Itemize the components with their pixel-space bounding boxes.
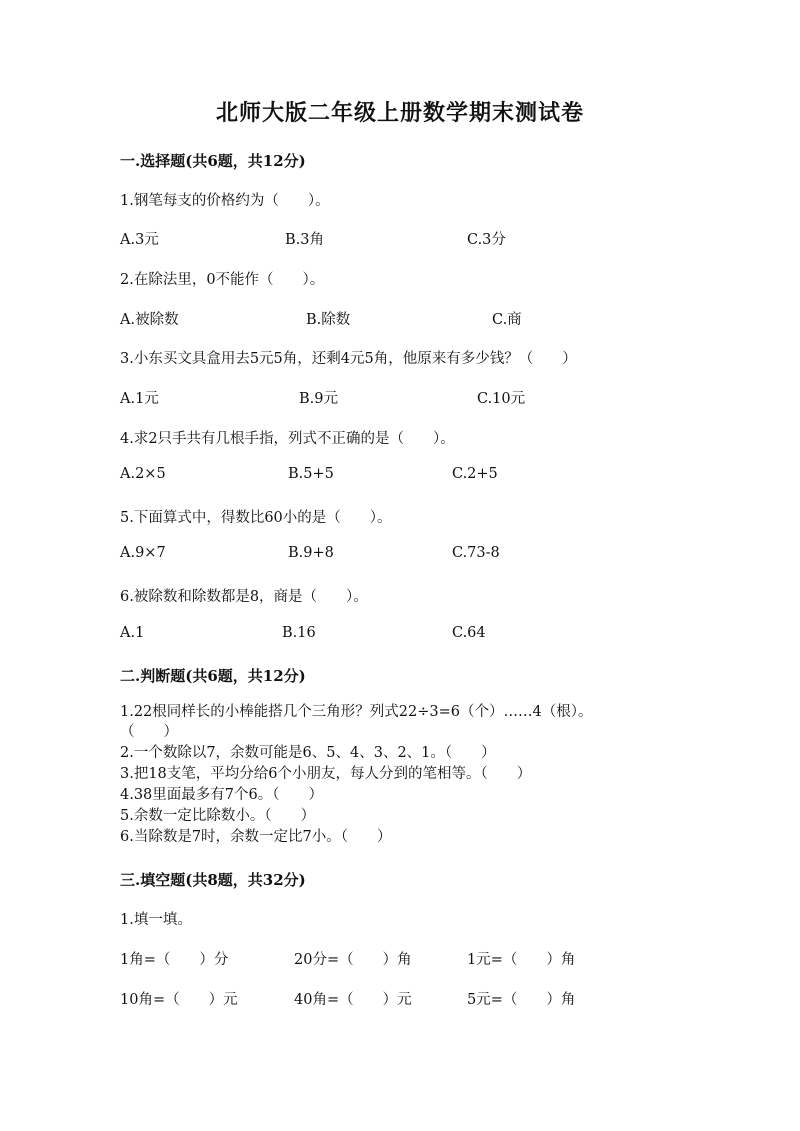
option-a: A.9×7	[120, 545, 166, 561]
section-heading-choice: 一.选择题(共6题，共12分)	[120, 152, 306, 170]
fill-blank-item: 10角=（ ）元	[120, 992, 238, 1008]
option-c: C.3分	[467, 232, 506, 248]
option-b: B.3角	[285, 232, 324, 248]
question-stem: 3.小东买文具盒用去5元5角，还剩4元5角，他原来有多少钱？（ ）	[120, 351, 577, 367]
fill-blank-item: 1角=（ ）分	[120, 952, 229, 968]
question-stem: 1.钢笔每支的价格约为（ ）。	[120, 193, 330, 209]
option-c: C.10元	[477, 391, 526, 407]
question-stem: 5.下面算式中，得数比60小的是（ ）。	[120, 510, 392, 526]
option-b: B.9元	[299, 391, 338, 407]
option-a: A.被除数	[120, 312, 179, 328]
judge-item-blank: （ ）	[120, 724, 178, 740]
judge-item: 4.38里面最多有7个6。（ ）	[120, 787, 323, 803]
option-a: A.1	[120, 625, 145, 641]
question-stem: 4.求2只手共有几根手指，列式不正确的是（ ）。	[120, 431, 455, 447]
judge-item: 1.22根同样长的小棒能搭几个三角形？列式22÷3=6（个）……4（根）。	[120, 704, 593, 720]
option-a: A.1元	[120, 391, 159, 407]
option-a: A.3元	[120, 232, 159, 248]
option-c: C.73-8	[452, 545, 500, 561]
page-title: 北师大版二年级上册数学期末测试卷	[215, 100, 584, 126]
fill-blank-item: 5元=（ ）角	[467, 992, 576, 1008]
option-b: B.除数	[306, 312, 351, 328]
section-heading-fill: 三.填空题(共8题，共32分)	[120, 871, 306, 889]
option-b: B.9+8	[288, 545, 334, 561]
question-stem: 6.被除数和除数都是8，商是（ ）。	[120, 589, 368, 605]
question-stem: 1.填一填。	[120, 912, 192, 928]
option-b: B.5+5	[288, 466, 334, 482]
fill-blank-item: 20分=（ ）角	[294, 952, 412, 968]
section-heading-judge: 二.判断题(共6题，共12分)	[120, 667, 306, 685]
judge-item: 6.当除数是7时，余数一定比7小。（ ）	[120, 829, 392, 845]
judge-item: 5.余数一定比除数小。（ ）	[120, 808, 316, 824]
option-a: A.2×5	[120, 466, 166, 482]
fill-blank-item: 1元=（ ）角	[467, 952, 576, 968]
option-c: C.2+5	[452, 466, 498, 482]
option-c: C.商	[492, 312, 522, 328]
judge-item: 3.把18支笔，平均分给6个小朋友，每人分到的笔相等。（ ）	[120, 766, 532, 782]
question-stem: 2.在除法里，0不能作（ ）。	[120, 272, 325, 288]
option-b: B.16	[282, 625, 316, 641]
fill-blank-item: 40角=（ ）元	[294, 992, 412, 1008]
judge-item: 2.一个数除以7，余数可能是6、5、4、3、2、1。（ ）	[120, 745, 496, 761]
option-c: C.64	[452, 625, 486, 641]
